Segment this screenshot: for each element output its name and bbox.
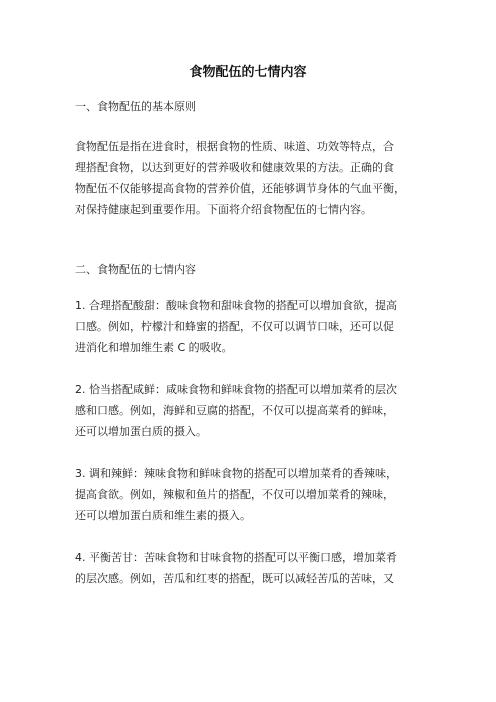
paragraph-line: 口感。例如，柠檬汁和蜂蜜的搭配，不仅可以调节口味，还可以促 (75, 320, 394, 333)
document-title: 食物配伍的七情内容 (189, 65, 307, 80)
section-heading-principles: 一、食物配伍的基本原则 (75, 100, 196, 113)
paragraph-line: 对保持健康起到重要作用。下面将介绍食物配伍的七情内容。 (75, 203, 372, 216)
list-item-sour-sweet (75, 295, 397, 358)
paragraph-line: 感和口感。例如，海鲜和豆腐的搭配，不仅可以提高菜肴的鲜味， (75, 404, 394, 417)
paragraph-line: 还可以增加蛋白质和维生素的摄入。 (75, 509, 251, 522)
paragraph-line: 理搭配食物，以达到更好的营养吸收和健康效果的方法。正确的食 (75, 161, 394, 174)
paragraph-line: 进消化和增加维生素 C 的吸收。 (75, 341, 233, 354)
list-item-bitter-sweet (75, 547, 397, 589)
paragraph-line: 4. 平衡苦甘：苦味食物和甘味食物的搭配可以平衡口感，增加菜肴 (75, 551, 397, 564)
list-item-salty-umami (75, 379, 397, 442)
paragraph-line: 提高食欲。例如，辣椒和鱼片的搭配，不仅可以增加菜肴的辣味， (75, 488, 394, 501)
paragraph-line: 物配伍不仅能够提高食物的营养价值，还能够调节身体的气血平衡， (75, 182, 405, 195)
paragraph-line: 还可以增加蛋白质的摄入。 (75, 425, 207, 438)
paragraph-line: 2. 恰当搭配咸鲜：咸味食物和鲜味食物的搭配可以增加菜肴的层次 (75, 383, 397, 396)
paragraph-line: 3. 调和辣鲜：辣味食物和鲜味食物的搭配可以增加菜肴的香辣味， (75, 467, 397, 480)
paragraph-principles (75, 136, 405, 220)
section-heading-seven-emotions: 二、食物配伍的七情内容 (75, 263, 196, 276)
list-item-spicy-umami (75, 463, 397, 526)
paragraph-line: 的层次感。例如，苦瓜和红枣的搭配，既可以减轻苦瓜的苦味，又 (75, 572, 394, 585)
paragraph-line: 1. 合理搭配酸甜：酸味食物和甜味食物的搭配可以增加食欲，提高 (75, 299, 397, 312)
paragraph-line: 食物配伍是指在进食时，根据食物的性质、味道、功效等特点，合 (75, 140, 394, 153)
